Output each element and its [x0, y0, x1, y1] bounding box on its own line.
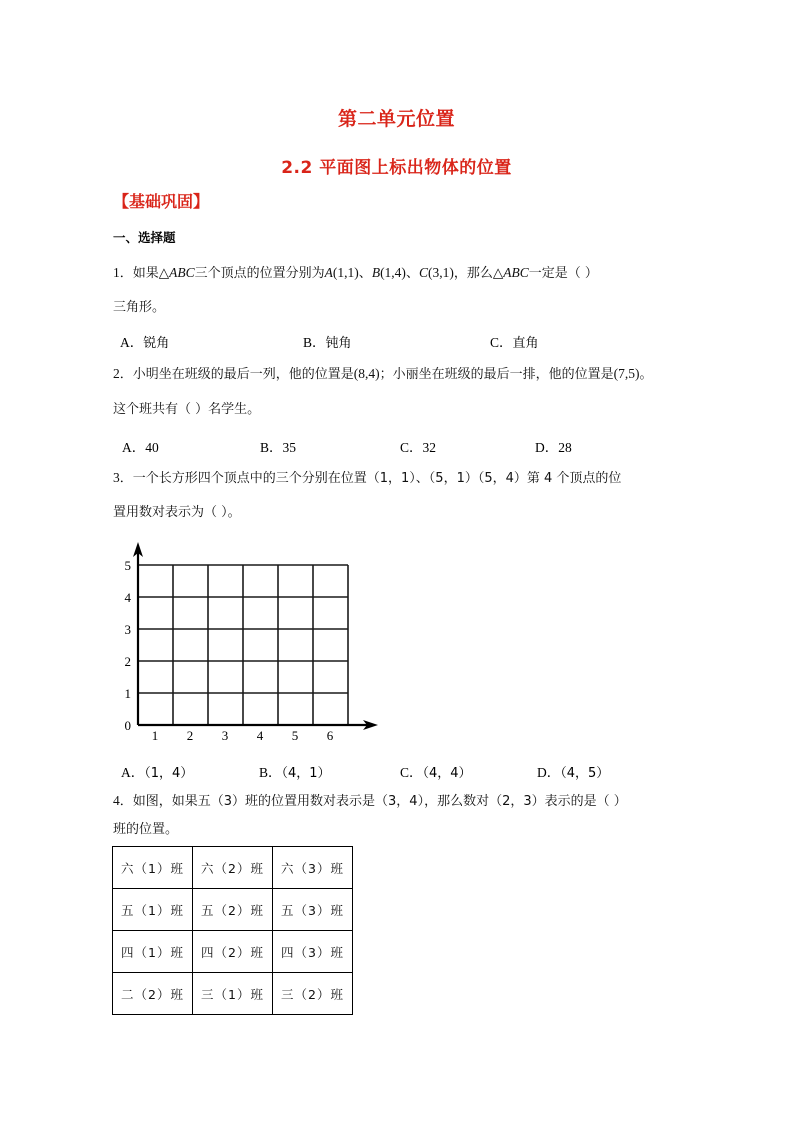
- question-3-option-d-text: （4，5）: [560, 766, 610, 781]
- question-2-option-b[interactable]: [260, 436, 296, 456]
- question-3-option-b-text: （4，1）: [281, 766, 331, 781]
- y-tick-2: 2: [124, 654, 131, 669]
- table-cell-r2c3: 五（3）班: [273, 889, 353, 931]
- question-1-point-c-coord: (3,1): [427, 265, 454, 280]
- question-2-text-b: ；小丽坐在班级的最后一排，他的位置是: [379, 367, 614, 382]
- page-title-unit: 第二单元位置: [337, 108, 455, 130]
- question-1-sep-2: 、: [405, 266, 419, 281]
- coordinate-grid-svg: [118, 540, 388, 740]
- question-1-option-b[interactable]: [303, 331, 352, 351]
- question-2-option-c[interactable]: [400, 436, 436, 456]
- table-cell-r2c1: 五（1）班: [113, 889, 193, 931]
- question-3-option-d[interactable]: [537, 761, 609, 781]
- table-cell-r4c2: 三（1）班: [193, 973, 273, 1015]
- question-3-option-c-text: （4，4）: [422, 766, 472, 781]
- question-1-option-a[interactable]: [120, 331, 169, 351]
- x-tick-1: 1: [151, 728, 159, 740]
- question-2-option-a-label: A．: [122, 440, 146, 455]
- question-1-triangle-symbol-2: △: [492, 265, 504, 280]
- table-cell-r1c2: 六（2）班: [193, 847, 273, 889]
- question-2-options: [113, 436, 703, 454]
- question-1-option-c[interactable]: [490, 331, 539, 351]
- question-2-option-b-label: B．: [260, 440, 283, 455]
- question-2-line-2: 这个班共有（ ）名学生。: [113, 402, 261, 417]
- question-1-triangle-symbol: △: [158, 265, 170, 280]
- question-1-abc-1: ABC: [169, 265, 195, 280]
- question-1-option-c-text: 直角: [512, 336, 539, 351]
- question-2-option-d[interactable]: [535, 436, 572, 456]
- x-tick-3: 3: [221, 728, 229, 740]
- y-tick-0: 0: [124, 718, 131, 733]
- question-1-text-b: 三个顶点的位置分别为: [194, 266, 325, 281]
- question-4-text-1: ．如图，如果五（3）班的位置用数对表示是（3，4），那么数对（2，3）表示的是（ ）: [119, 794, 627, 809]
- question-1-point-a-coord: (1,1): [332, 265, 359, 280]
- question-2-option-a[interactable]: [122, 436, 159, 456]
- question-3-line-2: 置用数对表示为（ ）。: [113, 505, 241, 520]
- question-1-option-a-label: A．: [120, 335, 144, 350]
- part-heading-choice: 一、选择题: [113, 230, 176, 245]
- question-1-option-c-label: C．: [490, 335, 513, 350]
- grid-lines: [138, 565, 348, 725]
- table-row: [113, 931, 353, 973]
- question-3-option-c[interactable]: [400, 761, 472, 781]
- table-cell-r3c3: 四（3）班: [273, 931, 353, 973]
- table-cell-r3c1: 四（1）班: [113, 931, 193, 973]
- question-2-number: 2: [113, 366, 120, 381]
- question-1-line-1: [113, 265, 598, 282]
- question-1-option-b-label: B．: [303, 335, 326, 350]
- table-row: [113, 973, 353, 1015]
- page-title-lesson: 2.2 平面图上标出物体的位置: [281, 158, 512, 178]
- question-2-line-1: [113, 366, 653, 383]
- question-4-line-2: 班的位置。: [113, 822, 179, 837]
- question-1-point-a: A: [324, 265, 333, 280]
- question-1-abc-2: ABC: [503, 265, 529, 280]
- section-heading-basics: 【基础巩固】: [113, 192, 210, 211]
- x-tick-2: 2: [186, 728, 194, 740]
- table-cell-r1c3: 六（3）班: [273, 847, 353, 889]
- table-cell-r4c1: 二（2）班: [113, 973, 193, 1015]
- x-tick-labels: [152, 728, 334, 740]
- question-1-sep-1: 、: [358, 266, 372, 281]
- question-1-number: 1: [113, 265, 120, 280]
- question-1-point-b: B: [371, 265, 381, 280]
- question-3-option-a-label: A．: [121, 765, 145, 780]
- x-tick-6: 6: [326, 728, 334, 740]
- table-row: [113, 889, 353, 931]
- question-2-option-d-label: D．: [535, 440, 559, 455]
- question-1-option-b-text: 钝角: [325, 336, 352, 351]
- question-2-text-a: ．小明坐在班级的最后一列，他的位置是: [119, 367, 354, 382]
- question-2-option-a-text: 40: [145, 440, 159, 455]
- question-3-option-d-label: D．: [537, 765, 561, 780]
- y-tick-3: 3: [124, 622, 131, 637]
- class-position-table: [112, 846, 353, 1015]
- question-3-option-b-label: B．: [259, 765, 282, 780]
- question-4-number: 4: [113, 793, 120, 808]
- question-1-line-2: 三角形。: [113, 300, 166, 315]
- question-3-options: [113, 761, 703, 779]
- question-1-text-a: ．如果: [119, 266, 159, 281]
- question-4-line-1: [113, 793, 627, 810]
- y-tick-labels: [125, 558, 132, 733]
- question-2-coord-1: (8,4): [353, 366, 380, 381]
- question-1-option-a-text: 锐角: [143, 336, 170, 351]
- question-1-point-b-coord: (1,4): [380, 265, 406, 280]
- question-2-option-b-text: 35: [282, 440, 297, 455]
- y-axis: [133, 542, 143, 725]
- y-tick-1: 1: [124, 686, 131, 701]
- question-2-option-d-text: 28: [558, 440, 572, 455]
- question-1-text-c: ，那么: [453, 266, 493, 281]
- table-cell-r3c2: 四（2）班: [193, 931, 273, 973]
- question-2-option-c-text: 32: [422, 440, 437, 455]
- table-cell-r2c2: 五（2）班: [193, 889, 273, 931]
- table-row: [113, 847, 353, 889]
- question-3-option-a-text: （1，4）: [144, 766, 194, 781]
- coordinate-grid-figure: [118, 540, 388, 740]
- y-tick-4: 4: [124, 590, 131, 605]
- x-tick-5: 5: [291, 728, 299, 740]
- question-1-point-c: C: [418, 265, 428, 280]
- question-2-option-c-label: C．: [400, 440, 423, 455]
- question-3-option-a[interactable]: [121, 761, 193, 781]
- question-2-coord-2: (7,5): [613, 366, 640, 381]
- table-cell-r4c3: 三（2）班: [273, 973, 353, 1015]
- question-2-text-c: 。: [639, 367, 653, 382]
- question-3-line-1: [113, 470, 621, 487]
- table-cell-r1c1: 六（1）班: [113, 847, 193, 889]
- question-1-text-d: 一定是（ ）: [528, 266, 598, 281]
- question-1-options: [113, 331, 703, 349]
- question-3-option-c-label: C．: [400, 765, 423, 780]
- question-3-option-b[interactable]: [259, 761, 331, 781]
- x-tick-4: 4: [256, 728, 264, 740]
- question-3-text-1: ．一个长方形四个顶点中的三个分别在位置（1，1）、（5，1）（5，4）第 4 个顶点的位: [119, 471, 622, 486]
- y-tick-5: 5: [124, 558, 131, 573]
- question-3-number: 3: [113, 470, 120, 485]
